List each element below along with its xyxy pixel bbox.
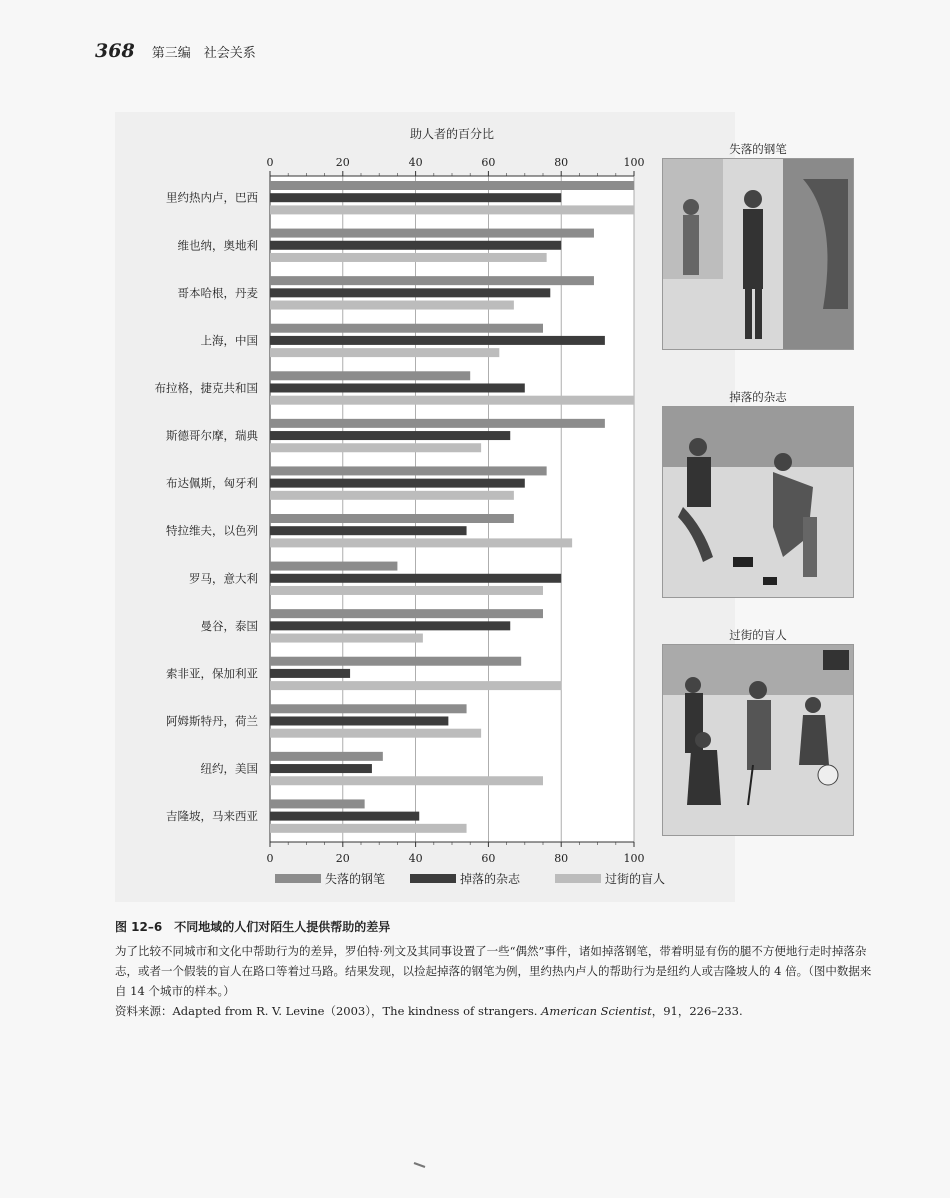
bar — [270, 812, 419, 821]
bar — [270, 776, 543, 785]
panel-label: 掉落的杂志 — [729, 390, 787, 404]
bar — [270, 276, 594, 285]
city-label: 维也纳，奥地利 — [177, 238, 258, 253]
bar — [270, 574, 561, 583]
x-tick-label-bottom: 0 — [266, 852, 274, 865]
panel-label: 失落的钢笔 — [729, 142, 787, 156]
x-tick-label-top: 40 — [408, 156, 423, 169]
caption-title: 图 12–6 不同地域的人们对陌生人提供帮助的差异 — [115, 920, 391, 934]
x-tick-label-bottom: 80 — [554, 852, 569, 865]
bar — [270, 324, 543, 333]
bar — [270, 431, 510, 440]
bar-chart — [115, 112, 735, 902]
x-tick-label-top: 60 — [481, 156, 496, 169]
bar — [270, 609, 543, 618]
bar — [270, 229, 594, 238]
city-label: 索非亚，保加利亚 — [166, 666, 258, 681]
bar — [270, 657, 521, 666]
bar — [270, 336, 605, 345]
x-tick-label-bottom: 100 — [623, 852, 645, 865]
bar — [270, 491, 514, 500]
section-title: 第三编 社会关系 — [151, 46, 256, 61]
bar — [270, 621, 510, 630]
x-tick-label-top: 100 — [623, 156, 645, 169]
bar — [270, 419, 605, 428]
bar — [270, 348, 499, 357]
caption-source — [115, 1001, 875, 1021]
city-label: 曼谷，泰国 — [200, 618, 258, 633]
city-label: 上海，中国 — [200, 333, 258, 348]
city-label: 纽约，美国 — [200, 761, 258, 776]
legend-swatch — [410, 874, 456, 883]
figure-caption — [115, 918, 875, 1021]
bar — [270, 752, 383, 761]
bar — [270, 526, 467, 535]
page-number: 368 — [95, 40, 135, 62]
bar — [270, 301, 514, 310]
bar — [270, 443, 481, 452]
bar — [270, 241, 561, 250]
legend-label: 过街的盲人 — [605, 872, 666, 886]
panel-lost-pen — [662, 140, 854, 350]
city-label: 特拉维夫，以色列 — [166, 523, 258, 538]
x-tick-label-top: 80 — [554, 156, 569, 169]
panel-label: 过街的盲人 — [729, 628, 787, 642]
city-label: 哥本哈根，丹麦 — [177, 285, 258, 300]
legend-swatch — [555, 874, 601, 883]
blind-man-crossing-illustration-icon — [662, 644, 854, 836]
city-label: 布达佩斯，匈牙利 — [166, 476, 258, 491]
dropped-magazine-illustration-icon — [662, 406, 854, 598]
bar — [270, 799, 365, 808]
x-tick-label-bottom: 60 — [481, 852, 496, 865]
pedestrians-pen-illustration-icon — [662, 158, 854, 350]
bar — [270, 396, 634, 405]
bar — [270, 681, 561, 690]
legend-label: 失落的钢笔 — [325, 872, 386, 886]
plot-area — [270, 176, 634, 842]
bar — [270, 538, 572, 547]
source-journal: American Scientist — [541, 1004, 652, 1018]
bar — [270, 514, 514, 523]
panel-blind-man — [662, 626, 854, 836]
bar — [270, 729, 481, 738]
bar — [270, 562, 397, 571]
source-prefix: 资料来源：Adapted from R. V. Levine（2003），The kindness of strangers. — [115, 1004, 542, 1018]
city-label: 里约热内卢，巴西 — [166, 190, 258, 205]
bar — [270, 704, 467, 713]
page-header — [95, 40, 256, 62]
source-suffix: ，91，226–233. — [651, 1004, 743, 1018]
legend-label: 掉落的杂志 — [460, 872, 521, 886]
bar — [270, 288, 550, 297]
bar — [270, 586, 543, 595]
legend-swatch — [275, 874, 321, 883]
panel-dropped-magazine — [662, 388, 854, 598]
city-label: 罗马，意大利 — [189, 571, 258, 586]
bar — [270, 634, 423, 643]
x-tick-label-bottom: 40 — [408, 852, 423, 865]
city-label: 吉隆坡，马来西亚 — [166, 809, 258, 824]
bar — [270, 181, 634, 190]
bar — [270, 466, 547, 475]
x-tick-label-top: 20 — [335, 156, 350, 169]
bar — [270, 669, 350, 678]
city-label: 斯德哥尔摩，瑞典 — [166, 428, 258, 443]
figure — [115, 112, 735, 902]
bar — [270, 193, 561, 202]
city-label: 布拉格，捷克共和国 — [154, 380, 258, 395]
bar — [270, 383, 525, 392]
bar — [270, 205, 634, 214]
caption-body: 为了比较不同城市和文化中帮助行为的差异，罗伯特·列文及其同事设置了一些“偶然”事件，诸如掉落钢笔，带着明显有伤的腿不方便地行走时掉落杂志，或者一个假装的盲人在路口等着过马路。结果发现，以捡起掉落的钢笔为例，里约热内卢人的帮助行为是纽约人或吉隆坡人的 4 倍。（图中数据来自 14 个城市的样本。） — [115, 944, 872, 998]
chart-title: 助人者的百分比 — [409, 127, 495, 141]
stray-mark — [413, 1161, 427, 1169]
bar — [270, 764, 372, 773]
bar — [270, 479, 525, 488]
city-label: 阿姆斯特丹，荷兰 — [166, 713, 258, 728]
bar — [270, 716, 448, 725]
x-tick-label-top: 0 — [266, 156, 274, 169]
bar — [270, 253, 547, 262]
bar — [270, 824, 467, 833]
x-tick-label-bottom: 20 — [335, 852, 350, 865]
bar — [270, 371, 470, 380]
